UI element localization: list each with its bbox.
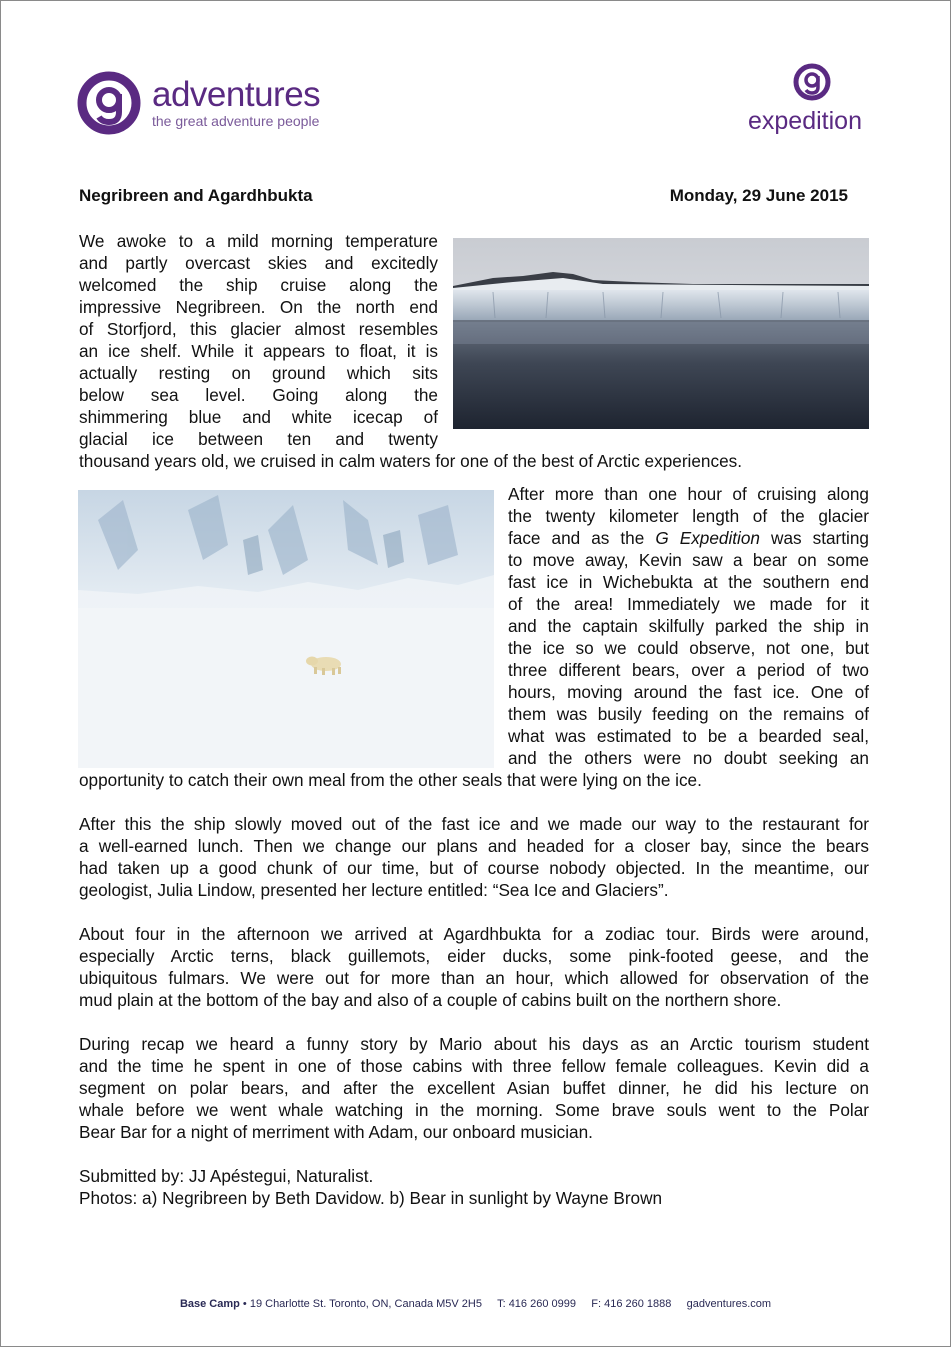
text-line: a well-earned lunch. Then we change our plans and headed for a closer bay, since the bears [79, 836, 869, 856]
text-line: and partly overcast skies and excitedly [79, 253, 438, 273]
text-line: the ice so we could observe, not one, but [508, 638, 869, 658]
text-line: welcomed the ship cruise along the [79, 275, 438, 295]
text-line: and the time he spent in one of those cabins with three fellow female colleagues. Kevin did a [79, 1056, 869, 1076]
footer-phone: T: 416 260 0999 [497, 1298, 576, 1310]
text-line: Bear Bar for a night of merriment with Adam, our onboard musician. [79, 1122, 593, 1142]
text-line: geologist, Julia Lindow, presented her lecture entitled: “Sea Ice and Glaciers”. [79, 880, 669, 900]
text-line: After this the ship slowly moved out of the fast ice and we made our way to the restaurant for [79, 814, 869, 834]
text-line [508, 527, 869, 549]
text-fragment: face and as the [508, 528, 645, 548]
g-adventures-logo [76, 70, 356, 140]
text-fragment: was starting [771, 528, 869, 548]
footer-address: • 19 Charlotte St. Toronto, ON, Canada M5V 2H5 [242, 1298, 482, 1310]
text-line: segment on polar bears, and after the excellent Asian buffet dinner, he did his lecture on [79, 1078, 869, 1098]
paragraph-4 [79, 923, 869, 1011]
bear-photo [78, 490, 494, 768]
text-line: of the area! Immediately we made for it [508, 594, 869, 614]
text-line: had taken up a good chunk of our time, but of course nobody objected. In the meantime, our [79, 858, 869, 878]
text-line: to move away, Kevin saw a bear on some [508, 550, 869, 570]
glacier-photo [453, 238, 869, 429]
paragraph-2 [508, 483, 869, 769]
text-line: an ice shelf. While it appears to float, it is [79, 341, 438, 361]
logo-tagline: the great adventure people [152, 113, 320, 129]
text-line: opportunity to catch their own meal from the other seals that were lying on the ice. [79, 770, 702, 790]
paragraph-5 [79, 1033, 869, 1143]
text-line: and the captain skilfully parked the ship in [508, 616, 869, 636]
text-line: and the others were no doubt seeking an [508, 748, 869, 768]
credits [79, 1165, 869, 1209]
text-line: of Storfjord, this glacier almost resembles [79, 319, 438, 339]
text-line: below sea level. Going along the [79, 385, 438, 405]
text-line: After more than one hour of cruising along [508, 484, 869, 504]
text-line: what was estimated to be a bearded seal, [508, 726, 869, 746]
doc-title: Negribreen and Agardhbukta [79, 186, 313, 205]
text-line: them was busily feeding on the remains of [508, 704, 869, 724]
text-line: impressive Negribreen. On the north end [79, 297, 438, 317]
text-line: whale before we went whale watching in the morning. Some brave souls went to the Polar [79, 1100, 869, 1120]
text-line: especially Arctic terns, black guillemots, eider ducks, some pink-footed geese, and the [79, 946, 869, 966]
paragraph-1 [79, 230, 438, 450]
text-line: About four in the afternoon we arrived at Agardhbukta for a zodiac tour. Birds were around, [79, 924, 869, 944]
paragraph-2-tail [79, 769, 869, 791]
paragraph-1-tail [79, 450, 869, 472]
text-line: hours, moving around the fast ice. One of [508, 682, 869, 702]
page-footer [0, 1297, 951, 1311]
expedition-logo [744, 62, 884, 140]
text-line: thousand years old, we cruised in calm waters for one of the best of Arctic experiences. [79, 451, 743, 471]
footer-fax: F: 416 260 1888 [591, 1298, 672, 1310]
text-line: fast ice in Wichebukta at the southern end [508, 572, 869, 592]
photo-credits: Photos: a) Negribreen by Beth Davidow. b) Bear in sunlight by Wayne Brown [79, 1188, 663, 1208]
paragraph-3 [79, 813, 869, 901]
g-logo-icon [76, 70, 142, 136]
footer-label: Base Camp [179, 1298, 240, 1310]
expedition-wordmark: expedition [748, 107, 862, 135]
logo-wordmark: adventures [152, 75, 321, 114]
ship-name: G Expedition [655, 528, 760, 548]
text-line: ubiquitous fulmars. We were out for more than an hour, which allowed for observation of the [79, 968, 869, 988]
doc-date: Monday, 29 June 2015 [669, 186, 848, 205]
text-line: We awoke to a mild morning temperature [79, 231, 438, 251]
text-line: three different bears, over a period of two [508, 660, 869, 680]
text-line: the twenty kilometer length of the glacier [508, 506, 869, 526]
text-line: mud plain at the bottom of the bay and also of a couple of cabins built on the northern shore. [79, 990, 782, 1010]
g-expedition-icon [792, 62, 832, 102]
footer-website[interactable]: gadventures.com [686, 1298, 772, 1310]
text-line: During recap we heard a funny story by Mario about his days as an Arctic tourism student [79, 1034, 869, 1054]
text-line: shimmering blue and white icecap of [79, 407, 438, 427]
text-line: actually resting on ground which sits [79, 363, 438, 383]
text-line: glacial ice between ten and twenty [79, 429, 438, 449]
submitted-by: Submitted by: JJ Apéstegui, Naturalist. [79, 1166, 374, 1186]
